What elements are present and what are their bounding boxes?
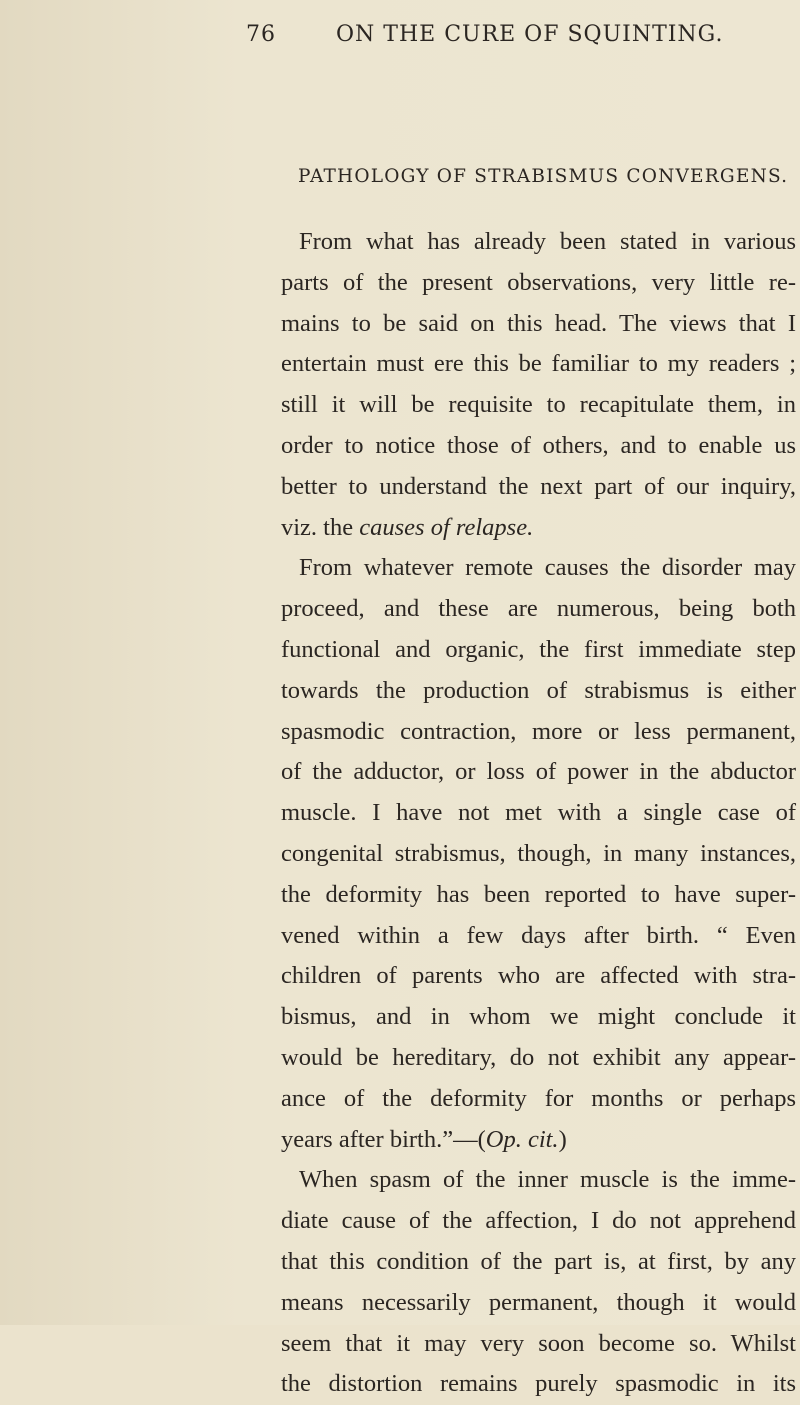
text-segment: entertain must ere this be familiar to my readers ; [281, 350, 796, 378]
text-segment: vened within a few days after birth. “ Even [281, 921, 796, 949]
text-segment: still it will be requisite to recapitulate them, in [281, 391, 796, 419]
text-segment: viz. the [281, 513, 360, 541]
text-line [281, 508, 796, 549]
text-segment: seem that it may very soon become so. Whilst [281, 1329, 796, 1357]
text-segment: spasmodic contraction, more or less permanent, [281, 717, 796, 745]
text-line [281, 548, 796, 589]
text-line [281, 1160, 796, 1201]
text-segment: From whatever remote causes the disorder may [299, 554, 796, 582]
italic-text: Op. cit. [485, 1125, 559, 1153]
text-segment: children of parents who are affected with stra- [281, 962, 796, 990]
text-line [281, 1242, 796, 1283]
text-line [281, 1038, 796, 1079]
text-segment: parts of the present observations, very little re- [281, 268, 796, 296]
text-segment: years after birth.”—( [281, 1125, 486, 1153]
text-segment: better to understand the next part of our inquiry, [281, 472, 796, 500]
text-line [281, 344, 796, 385]
text-line [281, 1364, 796, 1405]
italic-text: causes of relapse. [359, 513, 534, 541]
text-line [281, 1120, 796, 1161]
text-segment: muscle. I have not met with a single case of [281, 799, 796, 827]
text-segment: From what has already been stated in various [299, 228, 796, 255]
running-title: ON THE CURE OF SQUINTING. [336, 22, 724, 47]
text-line [281, 1079, 796, 1120]
text-segment: ) [558, 1125, 567, 1153]
text-segment: mains to be said on this head. The views that I [281, 309, 796, 337]
text-line [281, 671, 796, 712]
text-segment: the deformity has been reported to have super- [281, 880, 796, 908]
text-line [281, 630, 796, 671]
text-line [281, 875, 796, 916]
text-line [281, 589, 796, 630]
text-line [281, 793, 796, 834]
text-segment: bismus, and in whom we might conclude it [281, 1003, 796, 1031]
text-line [281, 467, 796, 508]
text-segment: When spasm of the inner muscle is the imme- [299, 1166, 796, 1194]
text-line [281, 956, 796, 997]
text-segment: towards the production of strabismus is either [281, 676, 796, 704]
text-line [281, 263, 796, 304]
text-line [281, 834, 796, 875]
text-line [281, 426, 796, 467]
text-line [281, 304, 796, 345]
text-line [281, 1324, 796, 1365]
text-segment: would be hereditary, do not exhibit any appear- [281, 1043, 796, 1071]
text-segment: that this condition of the part is, at first, by any [281, 1247, 796, 1275]
text-segment: diate cause of the affection, I do not apprehend [281, 1207, 796, 1235]
text-line [281, 1201, 796, 1242]
body-text [281, 222, 796, 1405]
text-line [281, 712, 796, 753]
text-line [281, 385, 796, 426]
text-segment: order to notice those of others, and to enable us [281, 431, 796, 459]
text-segment: proceed, and these are numerous, being both [281, 595, 796, 623]
text-segment: functional and organic, the first immediate step [281, 635, 796, 663]
text-segment: ance of the deformity for months or perhaps [281, 1084, 796, 1112]
text-segment: the distortion remains purely spasmodic in its [281, 1370, 796, 1398]
text-line [281, 916, 796, 957]
text-line [281, 222, 796, 263]
text-segment: of the adductor, or loss of power in the abductor [281, 758, 796, 786]
section-title: PATHOLOGY OF STRABISMUS CONVERGENS. [298, 166, 789, 187]
page-number: 76 [246, 22, 276, 47]
text-line [281, 997, 796, 1038]
text-segment: congenital strabismus, though, in many instances, [281, 839, 796, 867]
text-line [281, 752, 796, 793]
text-segment: means necessarily permanent, though it would [281, 1288, 796, 1316]
text-line [281, 1283, 796, 1324]
